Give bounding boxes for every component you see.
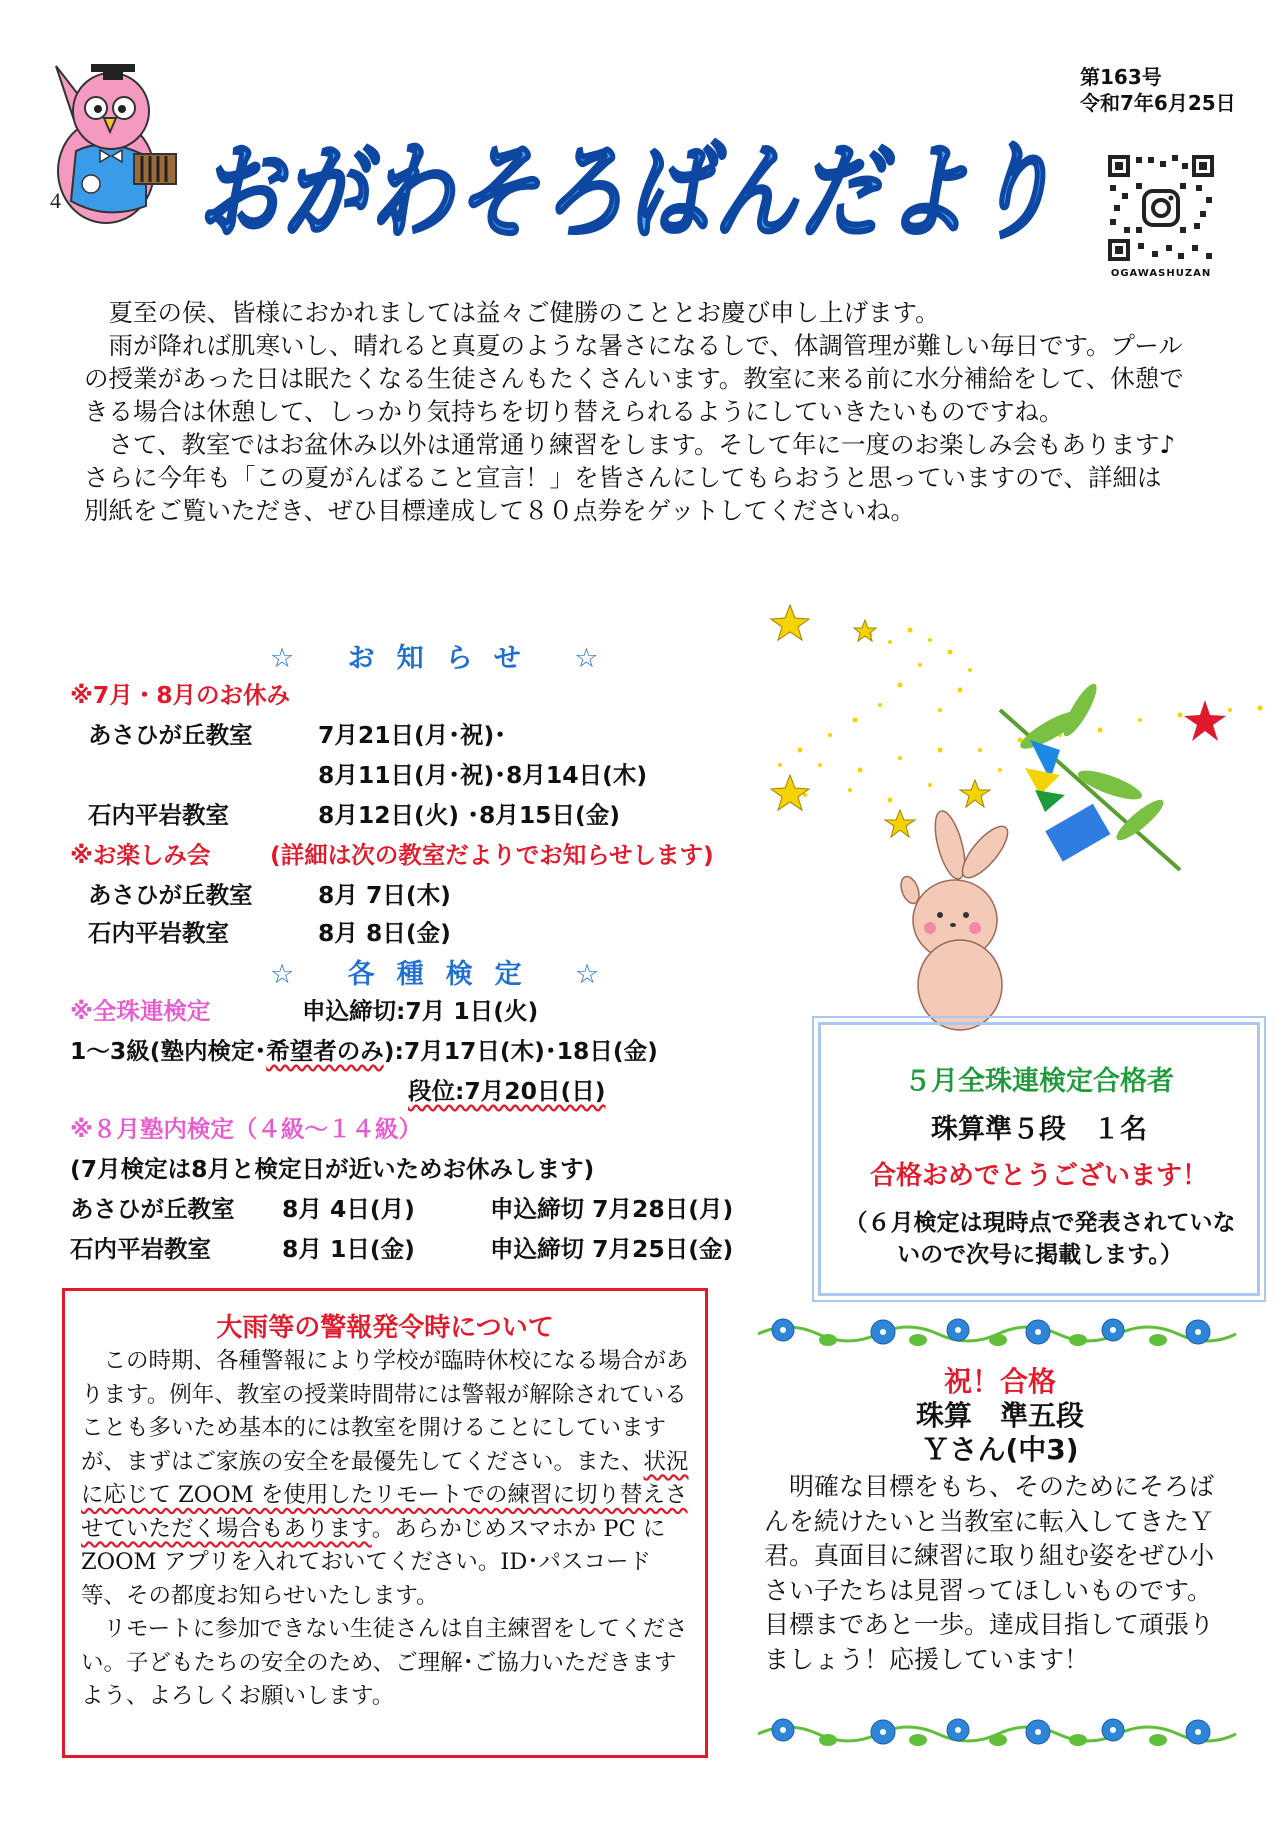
zen-kyu-part: 1～3級(塾内検定･ xyxy=(70,1037,267,1065)
warning-paragraph xyxy=(81,1345,693,1613)
warning-body xyxy=(81,1345,693,1714)
newsletter-title-banner xyxy=(188,118,1068,268)
juku-exam-title: ※８月塾内検定（４級～１４級） xyxy=(70,1115,422,1143)
party-ishi-label: 石内平岩教室 xyxy=(88,919,229,947)
party-ishi-date: 8月 8日(金) xyxy=(318,919,451,947)
warning-text: 。あらかじめスマホか PC に ZOOM アプリを入れておいてください。ID･パスコード等、その都度お知らせいたします。 xyxy=(81,1515,666,1609)
warning-paragraph: リモートに参加できない生徒さんは自主練習をしてください。子どもたちの安全のため、ご理解･ご協力いただきますよう、よろしくお願いします。 xyxy=(81,1616,688,1709)
exam-pass-box xyxy=(818,1022,1260,1296)
pass-box-congrats: 合格おめでとうございます！ xyxy=(869,1161,1208,1191)
warning-zoom-note: 状況に応じて ZOOM を使用したリモートでの練習に切り替えさせていただく場合もあります xyxy=(81,1448,689,1542)
party-asahi-label: あさひが丘教室 xyxy=(88,881,253,909)
juku-asahi-deadline: 申込締切 7月28日(月) xyxy=(490,1195,734,1223)
pass-box-result: 珠算準５段 １名 xyxy=(931,1114,1147,1145)
congrats-paragraph: 明確な目標をもち、そのためにそろばんを続けたいと当教室に転入してきたＹ君。真面目に練習に取り組む姿をぜひ小さい子たちは見習ってほしいものです。目標まであと一歩。達成目指して頑張りましょう！応援しています！ xyxy=(764,1472,1215,1674)
issue-number: 第163号 xyxy=(1080,65,1162,89)
juku-exam-note: (7月検定は8月と検定日が近いためお休みします) xyxy=(70,1155,595,1183)
intro-paragraph: 夏至の侯、皆様におかれましては益々ご健勝のこととお慶び申し上げます。 xyxy=(84,298,940,327)
congrats-heading-block xyxy=(760,1365,1240,1467)
issue-info xyxy=(1080,64,1236,116)
zen-kyu-dates: ):7月17日(木)･18日(金) xyxy=(383,1037,658,1065)
congrats-grade: 珠算 準五段 xyxy=(915,1399,1084,1432)
zen-exam-title: ※全珠連検定 xyxy=(70,997,211,1025)
holiday-asahi-dates-1: 7月21日(月･祝)･ xyxy=(318,721,507,749)
holiday-asahi-dates-2: 8月11日(月･祝)･8月14日(木) xyxy=(318,761,648,789)
newsletter-title: おがわそろばんだより xyxy=(198,131,1058,253)
exams-heading: ☆ 各種検定 ☆ xyxy=(270,959,622,990)
zen-exam-deadline: 申込締切:7月 1日(火) xyxy=(302,997,539,1025)
qr-code-icon xyxy=(1106,153,1216,263)
zen-exam-kyu xyxy=(70,1032,658,1070)
zen-dan-date: 段位:7月20日(日) xyxy=(408,1077,606,1105)
rabbit-icon xyxy=(898,808,1015,1030)
party-asahi-date: 8月 7日(木) xyxy=(318,881,451,909)
owl-mascot-icon xyxy=(36,56,196,226)
party-note: (詳細は次の教室だよりでお知らせします) xyxy=(270,841,714,869)
weather-warning-box xyxy=(62,1288,708,1758)
intro-paragraph: さて、教室ではお盆休み以外は通常通り練習をします。そして年に一度のお楽しみ会もあります♪さらに今年も「この夏がんばること宣言！」を皆さんにしてもらおうと思っていますので、詳細は別紙をご覧いただき、ぜひ目標達成して８０点券をゲットしてくださいね。 xyxy=(84,430,1176,525)
zen-kyu-wanted: 希望者のみ xyxy=(266,1037,384,1065)
holiday-asahi-label: あさひが丘教室 xyxy=(88,721,253,749)
congrats-heading: 祝！合格 xyxy=(943,1365,1056,1398)
warning-text: この時期、各種警報により学校が臨時休校になる場合があります。例年、教室の授業時間帯には警報が解除されていることも多いため基本的には教室を開けることにしていますが、まずはご家族の安全を最優先してください。また、 xyxy=(81,1348,689,1475)
juku-ishi-date: 8月 1日(金) xyxy=(282,1235,415,1263)
zen-exam-dan xyxy=(408,1072,605,1110)
pass-box-note: （６月検定は現時点で発表されていないので次号に掲載します。） xyxy=(844,1210,1236,1268)
morning-glory-vine-top xyxy=(758,1312,1236,1352)
juku-ishi-label: 石内平岩教室 xyxy=(70,1235,211,1263)
holiday-ishi-label: 石内平岩教室 xyxy=(88,801,229,829)
notices-heading: ☆ お知らせ ☆ xyxy=(270,643,621,674)
issue-date: 令和7年6月25日 xyxy=(1080,91,1236,115)
qr-label: OGAWASHUZAN xyxy=(1110,268,1212,279)
holiday-title: ※7月・8月のお休み xyxy=(70,681,291,709)
intro-text xyxy=(84,296,1184,527)
juku-asahi-date: 8月 4日(月) xyxy=(282,1195,415,1223)
holiday-ishi-dates: 8月12日(火) ･8月15日(金) xyxy=(318,801,621,829)
congrats-body xyxy=(764,1470,1234,1677)
morning-glory-vine-bottom xyxy=(758,1712,1236,1752)
juku-ishi-deadline: 申込締切 7月25日(金) xyxy=(490,1235,734,1263)
mascot-number: 4 xyxy=(50,188,61,213)
intro-paragraph: 雨が降れば肌寒いし、晴れると真夏のような暑さになるしで、体調管理が難しい毎日です。プールの授業があった日は眠たくなる生徒さんもたくさんいます。教室に来る前に水分補給をして、休憩できる場合は休憩して、しっかり気持ちを切り替えられるようにしていきたいものですね。 xyxy=(84,331,1184,426)
pass-box-title: ５月全珠連検定合格者 xyxy=(904,1066,1174,1097)
juku-asahi-label: あさひが丘教室 xyxy=(70,1195,235,1223)
warning-title: 大雨等の警報発令時について xyxy=(216,1313,554,1343)
star-trail-illustration xyxy=(760,590,1280,1030)
congrats-name: Ｙさん(中3) xyxy=(921,1433,1079,1466)
party-title: ※お楽しみ会 xyxy=(70,841,211,869)
